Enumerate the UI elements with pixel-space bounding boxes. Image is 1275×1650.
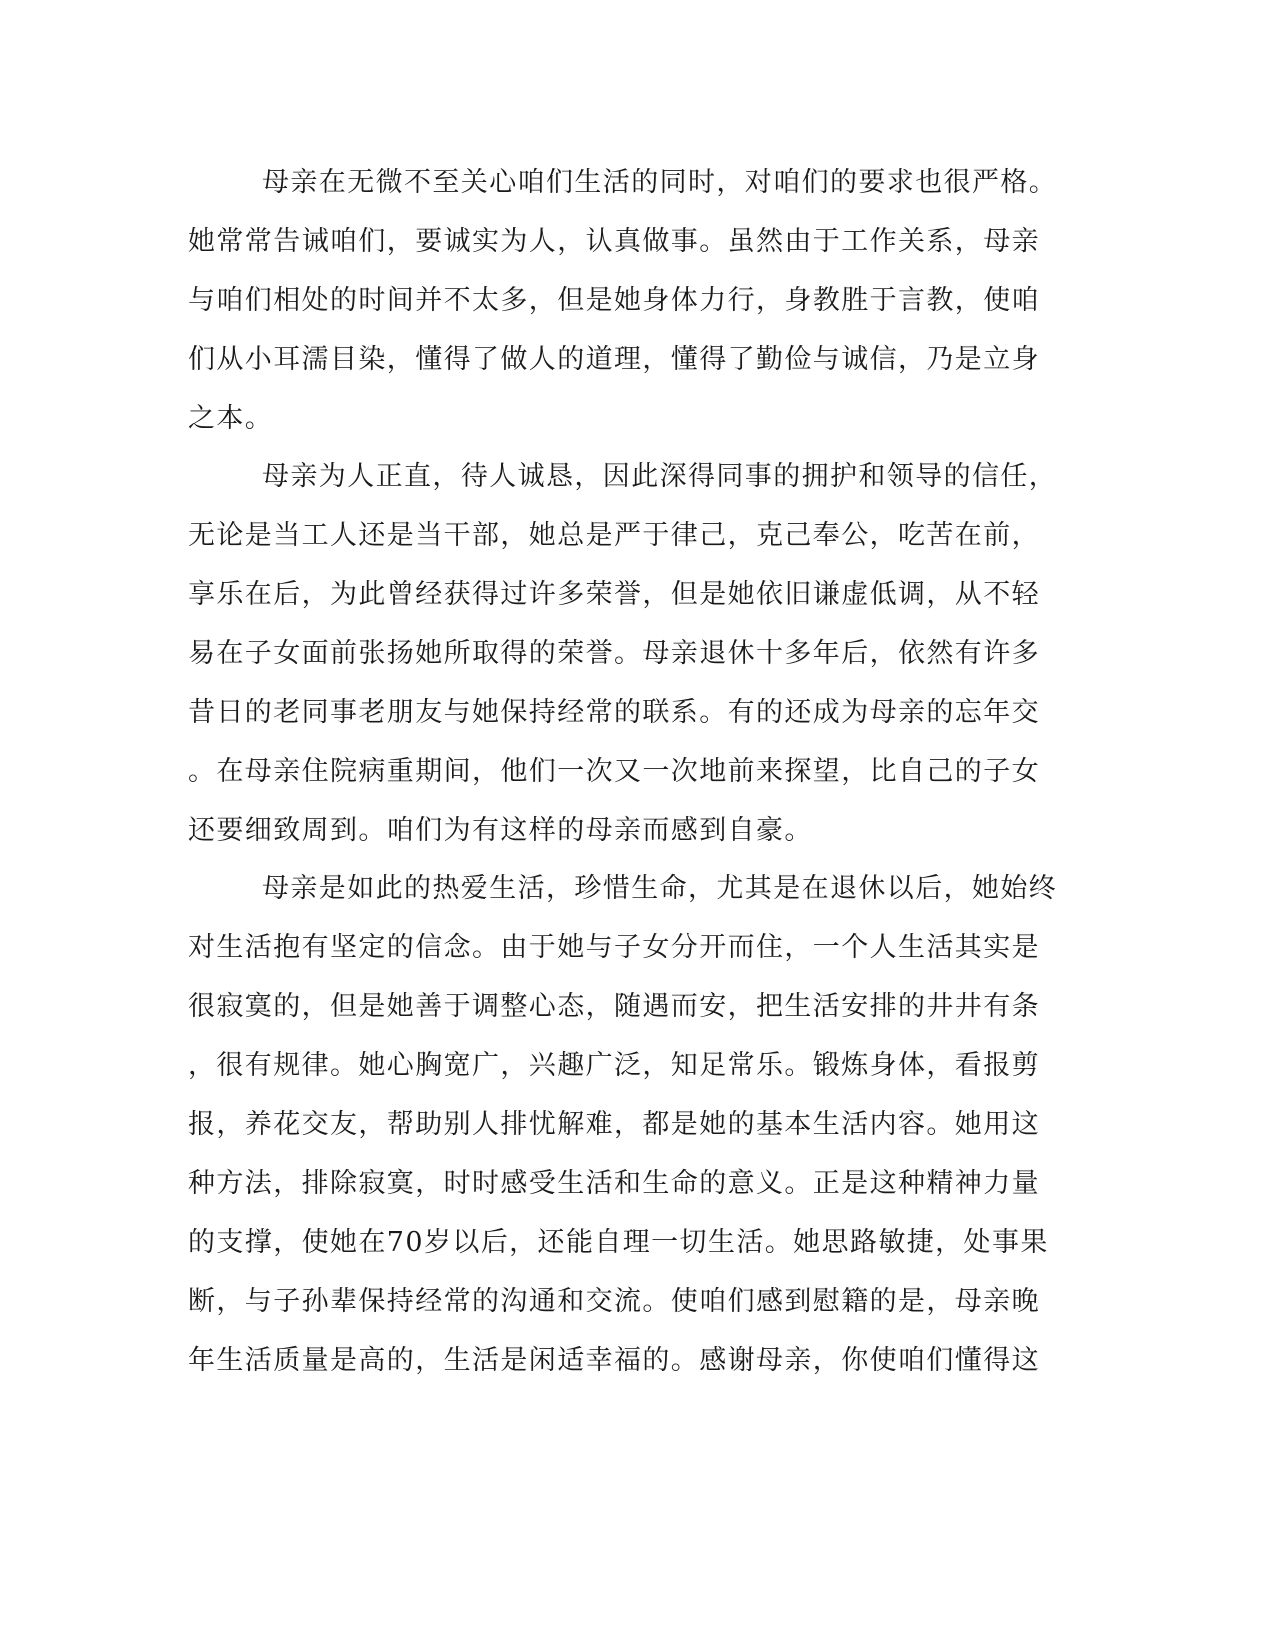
text-line: 年生活质量是高的，生活是闲适幸福的。感谢母亲，你使咱们懂得这 xyxy=(188,1345,1040,1376)
text-line: 母亲在无微不至关心咱们生活的同时，对咱们的要求也很严格。 xyxy=(262,167,1058,198)
text-line: 对生活抱有坚定的信念。由于她与子女分开而住，一个人生活其实是 xyxy=(188,932,1040,963)
text-line: 断，与子孙辈保持经常的沟通和交流。使咱们感到慰籍的是，母亲晚 xyxy=(188,1286,1040,1317)
text-line: 母亲为人正直，待人诚恳，因此深得同事的拥护和领导的信任， xyxy=(262,461,1058,492)
text-line: 享乐在后，为此曾经获得过许多荣誉，但是她依旧谦虚低调，从不轻 xyxy=(188,579,1040,610)
text-line: 。在母亲住院病重期间，他们一次又一次地前来探望，比自己的子女 xyxy=(188,756,1040,787)
text-line: 母亲是如此的热爱生活，珍惜生命，尤其是在退休以后，她始终 xyxy=(262,873,1058,904)
text-line: 与咱们相处的时间并不太多，但是她身体力行，身教胜于言教，使咱 xyxy=(188,285,1040,316)
text-line: 昔日的老同事老朋友与她保持经常的联系。有的还成为母亲的忘年交 xyxy=(188,697,1040,728)
text-line: 的支撑，使她在70岁以后，还能自理一切生活。她思路敏捷，处事果 xyxy=(188,1227,1049,1258)
text-line: 易在子女面前张扬她所取得的荣誉。母亲退休十多年后，依然有许多 xyxy=(188,638,1040,669)
text-line: 报，养花交友，帮助别人排忧解难，都是她的基本生活内容。她用这 xyxy=(188,1109,1040,1140)
text-line: 们从小耳濡目染，懂得了做人的道理，懂得了勤俭与诚信，乃是立身 xyxy=(188,344,1040,375)
text-line: 她常常告诫咱们，要诚实为人，认真做事。虽然由于工作关系，母亲 xyxy=(188,226,1040,257)
text-line: 无论是当工人还是当干部，她总是严于律己，克己奉公，吃苦在前， xyxy=(188,520,1040,551)
text-line: 种方法，排除寂寞，时时感受生活和生命的意义。正是这种精神力量 xyxy=(188,1168,1040,1199)
text-line: 还要细致周到。咱们为有这样的母亲而感到自豪。 xyxy=(188,815,813,846)
text-line: 很寂寞的，但是她善于调整心态，随遇而安，把生活安排的井井有条 xyxy=(188,991,1040,1022)
text-line: ，很有规律。她心胸宽广，兴趣广泛，知足常乐。锻炼身体，看报剪 xyxy=(188,1050,1040,1081)
text-line: 之本。 xyxy=(188,403,274,434)
